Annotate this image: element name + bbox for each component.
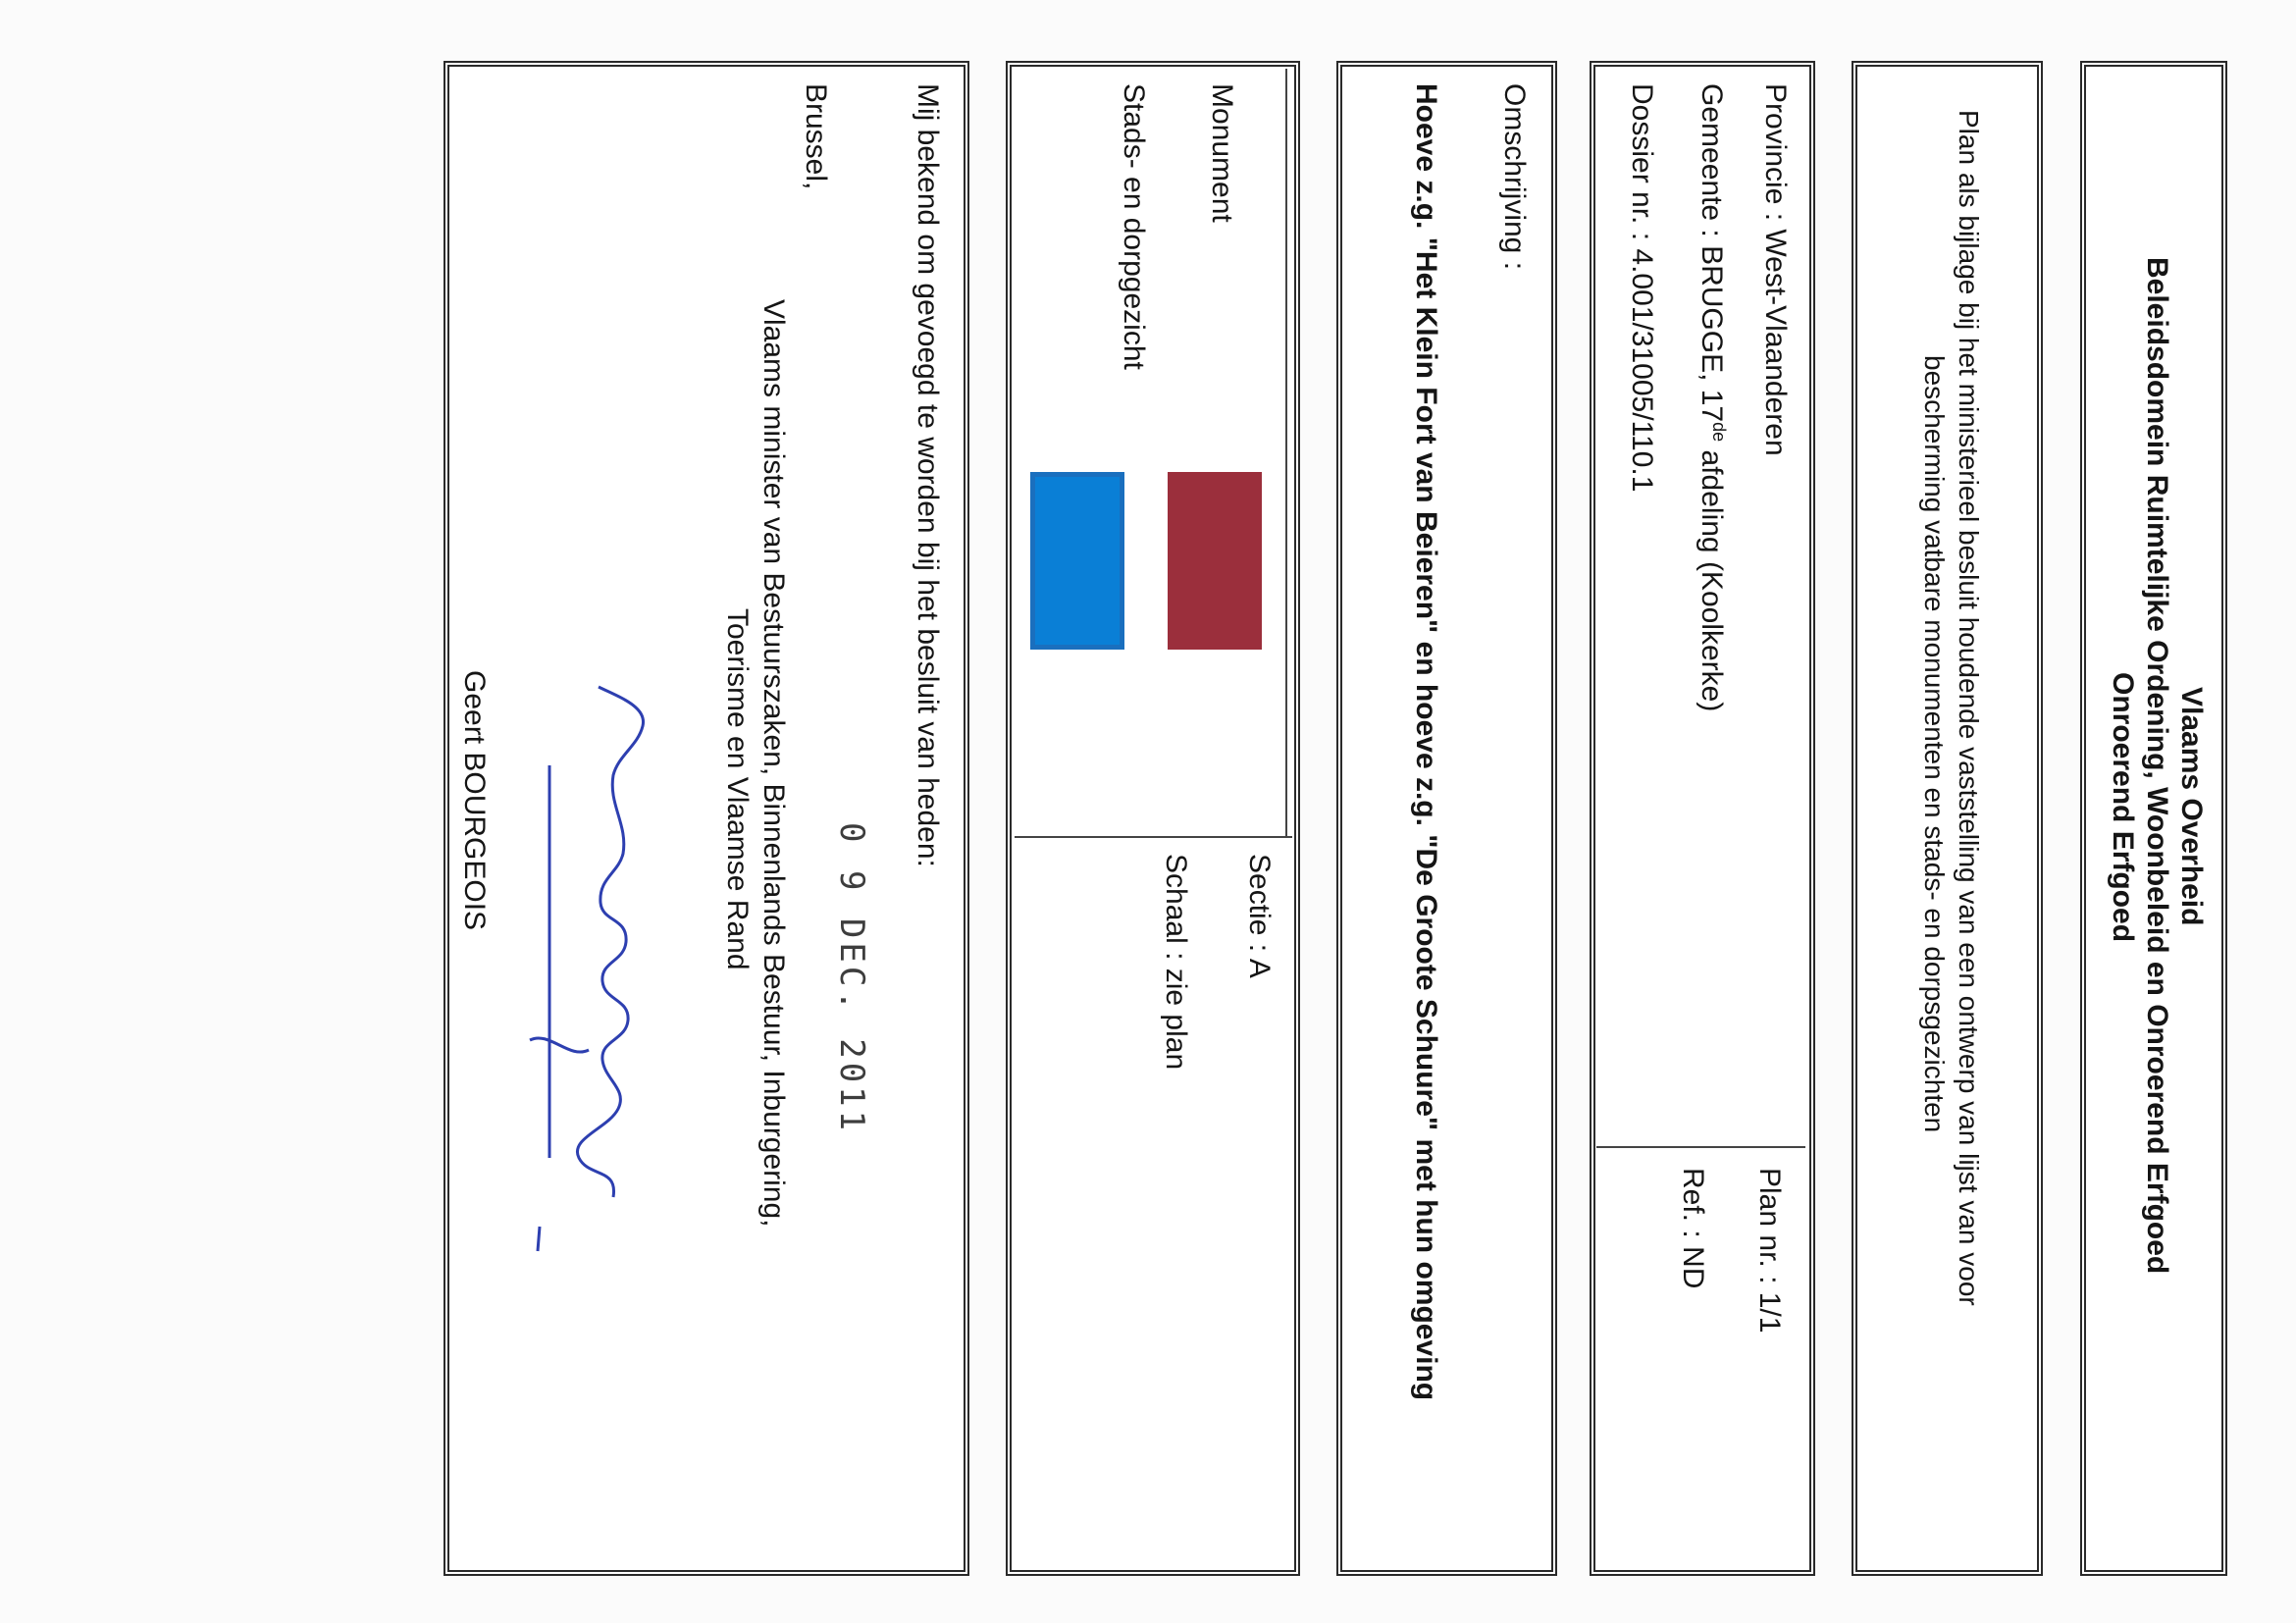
known-statement: Mij bekend om gevoegd te worden bij het besluit van heden: [912,83,944,867]
monument-label: Monument [1206,83,1238,223]
legend-box [1006,61,1300,1576]
legend-divider-vertical [1285,69,1287,836]
legend-divider-horizontal [1015,836,1292,838]
minister-line-1: Vlaams minister van Bestuurszaken, Binnenlands Bestuur, Inburgering, [757,299,790,1228]
monument-color-swatch [1168,472,1262,650]
date-stamp: 0 9 DEC. 2011 [832,822,871,1135]
description-text: Hoeve z.g. "Het Klein Fort van Beieren" en hoeve z.g. "De Groote Schuure" met hun omgeving [1410,83,1442,1401]
section-label: Sectie : A [1243,854,1276,978]
description-label: Omschrijving : [1498,83,1531,271]
plan-description-line-1: Plan als bijlage bij het ministerieel besluit houdende vaststelling van een ontwerp van lijst van voor [1954,110,1984,1306]
handwritten-signature [510,667,706,1256]
ref-label: Ref. : ND [1677,1168,1709,1289]
dossier-label: Dossier nr. : 4.001/31005/110.1 [1626,83,1658,493]
plan-description-line-2: bescherming vatbare monumenten en stads- en dorpsgezichten [1919,355,1950,1133]
townscape-label: Stads- en dorpgezicht [1118,83,1150,370]
signatory-name: Geert BOURGEOIS [458,670,491,931]
header-line-1: Vlaams Overheid [2175,687,2208,926]
municipality-label: Gemeente : BRUGGE, 17de afdeling (Koolkerke) [1696,83,1729,712]
header-line-3: Onroerend Erfgoed [2107,672,2139,943]
minister-line-2: Toerisme en Vlaamse Rand [721,608,754,970]
city-label: Brussel, [800,83,832,190]
province-label: Provincie : West-Vlaanderen [1759,83,1792,456]
header-line-2: Beleidsdomein Ruimtelijke Ordening, Woonbeleid en Onroerend Erfgoed [2141,257,2173,1275]
townscape-color-swatch [1030,472,1124,650]
scale-label: Schaal : zie plan [1160,854,1192,1071]
plan-number-label: Plan nr. : 1/1 [1753,1168,1786,1334]
location-divider [1596,1146,1805,1148]
description-box [1336,61,1557,1576]
